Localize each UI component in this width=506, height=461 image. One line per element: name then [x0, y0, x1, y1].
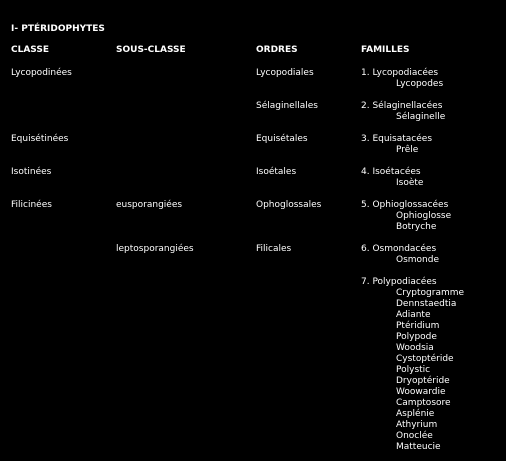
famille-cell: 7. Polypodiacées: [361, 277, 437, 287]
genre-item: Onoclée: [396, 431, 433, 441]
ordre-cell: Equisétales: [256, 134, 308, 144]
famille-cell: 2. Sélaginellacées: [361, 101, 443, 111]
genre-list: [396, 145, 418, 156]
genre-list: [396, 178, 423, 189]
classe-cell: Lycopodinées: [11, 68, 72, 78]
genre-item: Dennstaedtia: [396, 299, 457, 309]
genre-item: Asplénie: [396, 409, 435, 419]
header-sous-classe: SOUS-CLASSE: [116, 45, 186, 55]
genre-item: Adiante: [396, 310, 431, 320]
genre-item: Dryoptéride: [396, 376, 450, 386]
genre-item: Cystoptéride: [396, 354, 454, 364]
famille-cell: 1. Lycopodiacées: [361, 68, 439, 78]
genre-item: Lycopodes: [396, 79, 444, 89]
ordre-cell: Filicales: [256, 244, 292, 254]
ordre-cell: Ophoglossales: [256, 200, 322, 210]
sous-classe-cell: eusporangiées: [116, 200, 183, 210]
genre-list: [396, 288, 464, 453]
genre-item: Woodsia: [396, 343, 434, 353]
genre-list: [396, 255, 439, 266]
genre-item: Sélaginelle: [396, 112, 446, 122]
ordre-cell: Sélaginellales: [256, 101, 318, 111]
genre-list: [396, 112, 445, 123]
genre-item: Polystic: [396, 365, 431, 375]
genre-item: Camptosore: [396, 398, 451, 408]
header-classe: CLASSE: [11, 45, 50, 55]
classe-cell: Isotinées: [11, 167, 52, 177]
famille-cell: 5. Ophioglossacées: [361, 200, 449, 210]
genre-item: Prêle: [396, 145, 419, 155]
classe-cell: Filicinées: [11, 200, 52, 210]
page-title: I- PTÉRIDOPHYTES: [11, 24, 105, 34]
famille-cell: 3. Equisatacées: [361, 134, 433, 144]
classe-cell: Equisétinées: [11, 134, 69, 144]
genre-list: [396, 79, 443, 90]
genre-item: Matteucie: [396, 442, 441, 452]
genre-item: Botryche: [396, 222, 437, 232]
sous-classe-cell: leptosporangiées: [116, 244, 194, 254]
genre-list: [396, 211, 451, 233]
header-familles: FAMILLES: [361, 45, 410, 55]
genre-item: Ophioglosse: [396, 211, 452, 221]
ordre-cell: Lycopodiales: [256, 68, 314, 78]
genre-item: Cryptogramme: [396, 288, 465, 298]
ordre-cell: Isoétales: [256, 167, 297, 177]
genre-item: Woowardie: [396, 387, 446, 397]
famille-cell: 6. Osmondacées: [361, 244, 437, 254]
header-ordres: ORDRES: [256, 45, 298, 55]
genre-item: Isoète: [396, 178, 424, 188]
genre-item: Polypode: [396, 332, 437, 342]
genre-item: Osmonde: [396, 255, 440, 265]
genre-item: Ptéridium: [396, 321, 440, 331]
genre-item: Athyrium: [396, 420, 438, 430]
famille-cell: 4. Isoétacées: [361, 167, 421, 177]
